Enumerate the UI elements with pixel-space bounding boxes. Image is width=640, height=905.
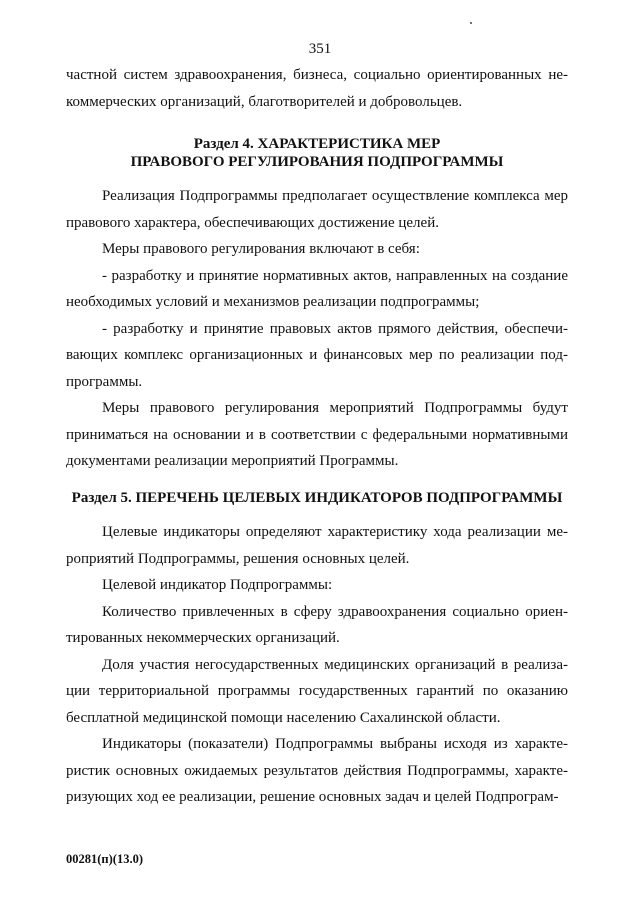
paragraph: Меры правового регулирования мероприятий Подпрограммы будут приниматься на основании и в соответствии с федеральными нормативными документами реализации мероприятий Программы. (66, 400, 568, 469)
intro-line: коммерческих организаций, благотворителей и добровольцев. (66, 93, 463, 110)
scan-speck (470, 22, 472, 24)
section-5-heading: Раздел 5. ПЕРЕЧЕНЬ ЦЕЛЕВЫХ ИНДИКАТОРОВ ПОДПРОГРАММЫ (71, 490, 563, 506)
intro-paragraph (66, 62, 568, 115)
paragraph: Целевой индикатор Подпрограммы: (102, 577, 333, 593)
intro-line: частной систем здравоохранения, бизнеса, социально ориентированных не- (66, 67, 568, 83)
paragraph: - разработку и принятие правовых актов прямого действия, обеспечивающих комплекс организационных и финансовых мер по реализации подпрограммы. (66, 320, 568, 390)
paragraph: Меры правового регулирования включают в себя: (102, 241, 420, 257)
section-4-heading-line: Раздел 4. ХАРАКТЕРИСТИКА МЕР (193, 136, 441, 152)
paragraph: Реализация Подпрограммы предполагает осуществление комплекса мер правового характера, обеспечивающих достижение целей. (66, 188, 568, 231)
section-4-body (66, 183, 568, 475)
document-code: 00281(п)(13.0) (66, 852, 143, 866)
paragraph: Количество привлеченных в сферу здравоохранения социально ориентированных некоммерческих организаций. (66, 603, 568, 646)
paragraph: Доля участия негосударственных медицинских организаций в реализации территориальной программы государственных гарантий по оказанию бесплатной медицинской помощи населению Сахалинской области. (66, 656, 568, 726)
paragraph: Индикаторы (показатели) Подпрограммы выбраны исходя из характеристик основных ожидаемых результатов действия Подпрограммы, характеризующих ход ее реализации, решение основных задач и целей Подпрограм- (66, 736, 568, 805)
section-4-heading-line: ПРАВОВОГО РЕГУЛИРОВАНИЯ ПОДПРОГРАММЫ (130, 154, 504, 170)
section-4-heading (66, 135, 568, 171)
page-number: 351 (308, 41, 332, 57)
section-5-body (66, 519, 568, 811)
paragraph: Целевые индикаторы определяют характеристику хода реализации мероприятий Подпрограммы, решения основных целей. (66, 524, 568, 567)
paragraph: - разработку и принятие нормативных актов, направленных на создание необходимых условий и механизмов реализации подпрограммы; (66, 267, 568, 310)
